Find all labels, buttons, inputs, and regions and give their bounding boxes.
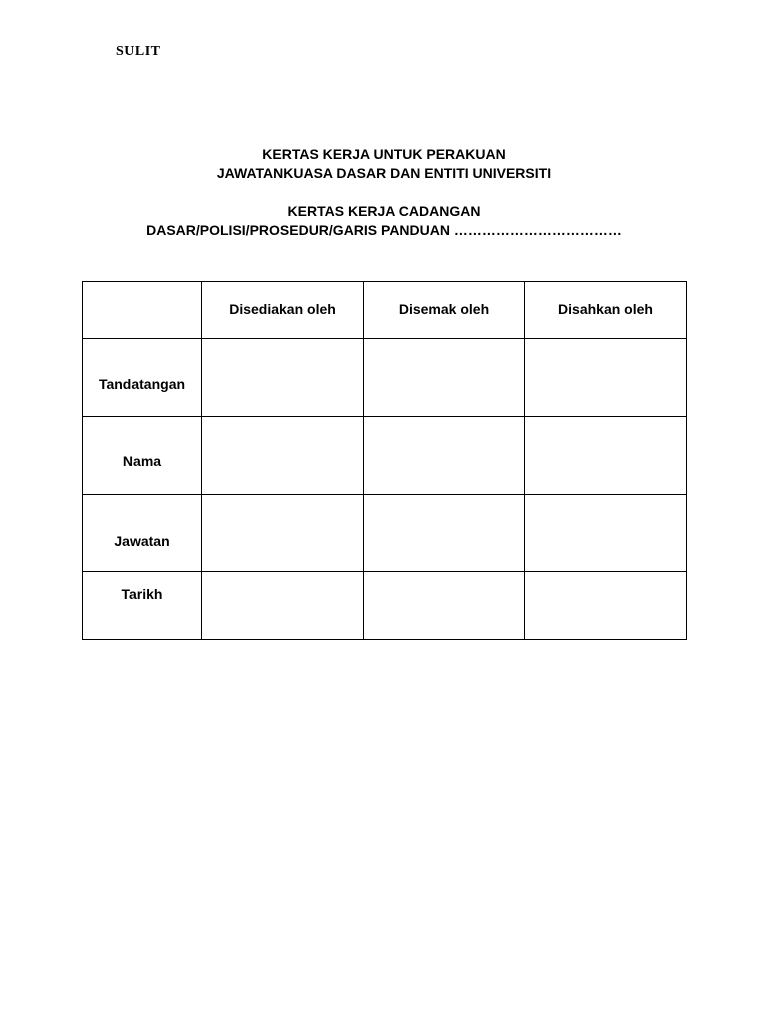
date-approved-cell[interactable] xyxy=(525,572,687,640)
row-label-name: Nama xyxy=(83,417,202,495)
table-row xyxy=(83,572,687,640)
signature-reviewed-cell[interactable] xyxy=(364,339,525,417)
column-header-reviewed-by: Disemak oleh xyxy=(364,282,525,339)
table-row xyxy=(83,417,687,495)
name-reviewed-cell[interactable] xyxy=(364,417,525,495)
signature-prepared-cell[interactable] xyxy=(202,339,364,417)
document-heading xyxy=(0,145,768,183)
corner-cell xyxy=(83,282,202,339)
date-prepared-cell[interactable] xyxy=(202,572,364,640)
signature-approved-cell[interactable] xyxy=(525,339,687,417)
date-reviewed-cell[interactable] xyxy=(364,572,525,640)
name-prepared-cell[interactable] xyxy=(202,417,364,495)
row-label-date: Tarikh xyxy=(83,572,202,640)
document-subheading xyxy=(0,202,768,240)
table-row xyxy=(83,339,687,417)
column-header-approved-by: Disahkan oleh xyxy=(525,282,687,339)
row-label-position: Jawatan xyxy=(83,495,202,572)
heading-line-1: KERTAS KERJA UNTUK PERAKUAN xyxy=(262,146,506,162)
approval-table xyxy=(82,281,687,640)
classification-label: SULIT xyxy=(116,44,161,59)
position-reviewed-cell[interactable] xyxy=(364,495,525,572)
heading-line-3: KERTAS KERJA CADANGAN xyxy=(287,203,481,219)
position-prepared-cell[interactable] xyxy=(202,495,364,572)
column-header-prepared-by: Disediakan oleh xyxy=(202,282,364,339)
table-row xyxy=(83,495,687,572)
table-header-row xyxy=(83,282,687,339)
name-approved-cell[interactable] xyxy=(525,417,687,495)
position-approved-cell[interactable] xyxy=(525,495,687,572)
row-label-signature: Tandatangan xyxy=(83,339,202,417)
heading-line-4: DASAR/POLISI/PROSEDUR/GARIS PANDUAN ……………………………… xyxy=(146,222,622,238)
heading-line-2: JAWATANKUASA DASAR DAN ENTITI UNIVERSITI xyxy=(216,165,552,181)
